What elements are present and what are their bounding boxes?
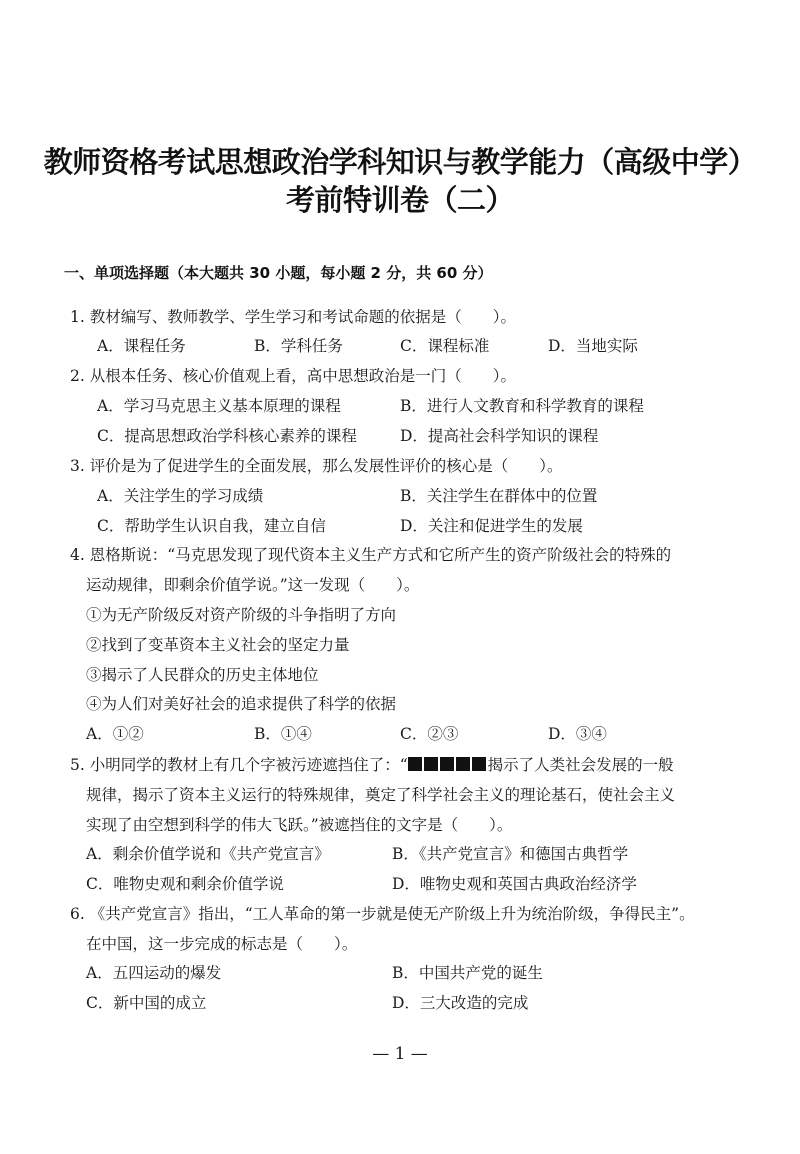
- option-d[interactable]: D．提高社会科学知识的课程: [400, 427, 599, 445]
- option-d[interactable]: D．当地实际: [548, 337, 638, 355]
- option-c[interactable]: C．帮助学生认识自我，建立自信: [97, 517, 326, 535]
- question-text: 揭示了人类社会发展的一般: [487, 756, 674, 774]
- ink-blot: [408, 756, 488, 774]
- option-a[interactable]: A．剩余价值学说和《共产党宣言》: [86, 845, 330, 863]
- question-stem: [70, 753, 674, 775]
- option-d[interactable]: D．关注和促进学生的发展: [400, 517, 583, 535]
- option-a[interactable]: A．学习马克思主义基本原理的课程: [97, 397, 341, 415]
- question-stem: [70, 902, 695, 924]
- option-c[interactable]: C．提高思想政治学科核心素养的课程: [97, 427, 357, 445]
- option-d[interactable]: D．唯物史观和英国古典政治经济学: [392, 875, 637, 893]
- question-text: 《共产党宣言》指出，“工人革命的第一步就是使无产阶级上升为统治阶级，争得民主”。: [89, 905, 695, 923]
- statement-1: ①为无产阶级反对资产阶级的斗争指明了方向: [86, 606, 397, 624]
- option-a[interactable]: A．五四运动的爆发: [86, 964, 222, 982]
- question-stem: [70, 543, 671, 565]
- question-number: 4.: [70, 546, 85, 564]
- question-number: 1.: [70, 308, 85, 326]
- question-number: 5.: [70, 756, 85, 774]
- option-b[interactable]: B．关注学生在群体中的位置: [400, 487, 598, 505]
- question-number: 2.: [70, 367, 85, 385]
- option-b[interactable]: B．进行人文教育和科学教育的课程: [400, 397, 644, 415]
- option-b[interactable]: B．①④: [254, 725, 312, 743]
- question-text: 小明同学的教材上有几个字被污迹遮挡住了：“: [89, 756, 408, 774]
- option-b[interactable]: B．中国共产党的诞生: [392, 964, 543, 982]
- question-text: 恩格斯说：“马克思发现了现代资本主义生产方式和它所产生的资产阶级社会的特殊的: [89, 546, 672, 564]
- question-text: 从根本任务、核心价值观上看，高中思想政治是一门（ ）。: [89, 367, 516, 385]
- statement-2: ②找到了变革资本主义社会的坚定力量: [86, 636, 350, 654]
- option-a[interactable]: A．①②: [86, 725, 144, 743]
- question-stem: [70, 305, 516, 327]
- question-text: 教材编写、教师教学、学生学习和考试命题的依据是（ ）。: [89, 308, 516, 326]
- option-c[interactable]: C．新中国的成立: [86, 994, 207, 1012]
- option-c[interactable]: C．课程标准: [400, 337, 490, 355]
- question-number: 3.: [70, 457, 85, 475]
- option-d[interactable]: D．三大改造的完成: [392, 994, 529, 1012]
- option-b[interactable]: B．《共产党宣言》和德国古典哲学: [392, 845, 629, 863]
- option-c[interactable]: C．②③: [400, 725, 459, 743]
- option-b[interactable]: B．学科任务: [254, 337, 343, 355]
- page-number: — 1 —: [372, 1044, 428, 1064]
- statement-4: ④为人们对美好社会的追求提供了科学的依据: [86, 695, 397, 713]
- option-c[interactable]: C．唯物史观和剩余价值学说: [86, 875, 284, 893]
- section-heading: 一、单项选择题（本大题共 30 小题，每小题 2 分，共 60 分）: [64, 264, 493, 282]
- question-text-continued: 在中国，这一步完成的标志是（ ）。: [86, 935, 358, 953]
- question-text: 评价是为了促进学生的全面发展，那么发展性评价的核心是（ ）。: [89, 457, 563, 475]
- option-a[interactable]: A．课程任务: [97, 337, 186, 355]
- page-subtitle: 考前特训卷（二）: [285, 183, 514, 217]
- question-text-continued: 运动规律，即剩余价值学说。”这一发现（ ）。: [86, 576, 420, 594]
- statement-3: ③揭示了人民群众的历史主体地位: [86, 666, 319, 684]
- question-number: 6.: [70, 905, 85, 923]
- question-stem: [70, 364, 516, 386]
- question-stem: [70, 454, 563, 476]
- question-text-continued: 规律，揭示了资本主义运行的特殊规律，奠定了科学社会主义的理论基石，使社会主义: [86, 786, 676, 804]
- question-text-continued: 实现了由空想到科学的伟大飞跃。”被遮挡住的文字是（ ）。: [86, 816, 513, 834]
- option-d[interactable]: D．③④: [548, 725, 607, 743]
- option-a[interactable]: A．关注学生的学习成绩: [97, 487, 264, 505]
- page-title: 教师资格考试思想政治学科知识与教学能力（高级中学）: [43, 145, 757, 179]
